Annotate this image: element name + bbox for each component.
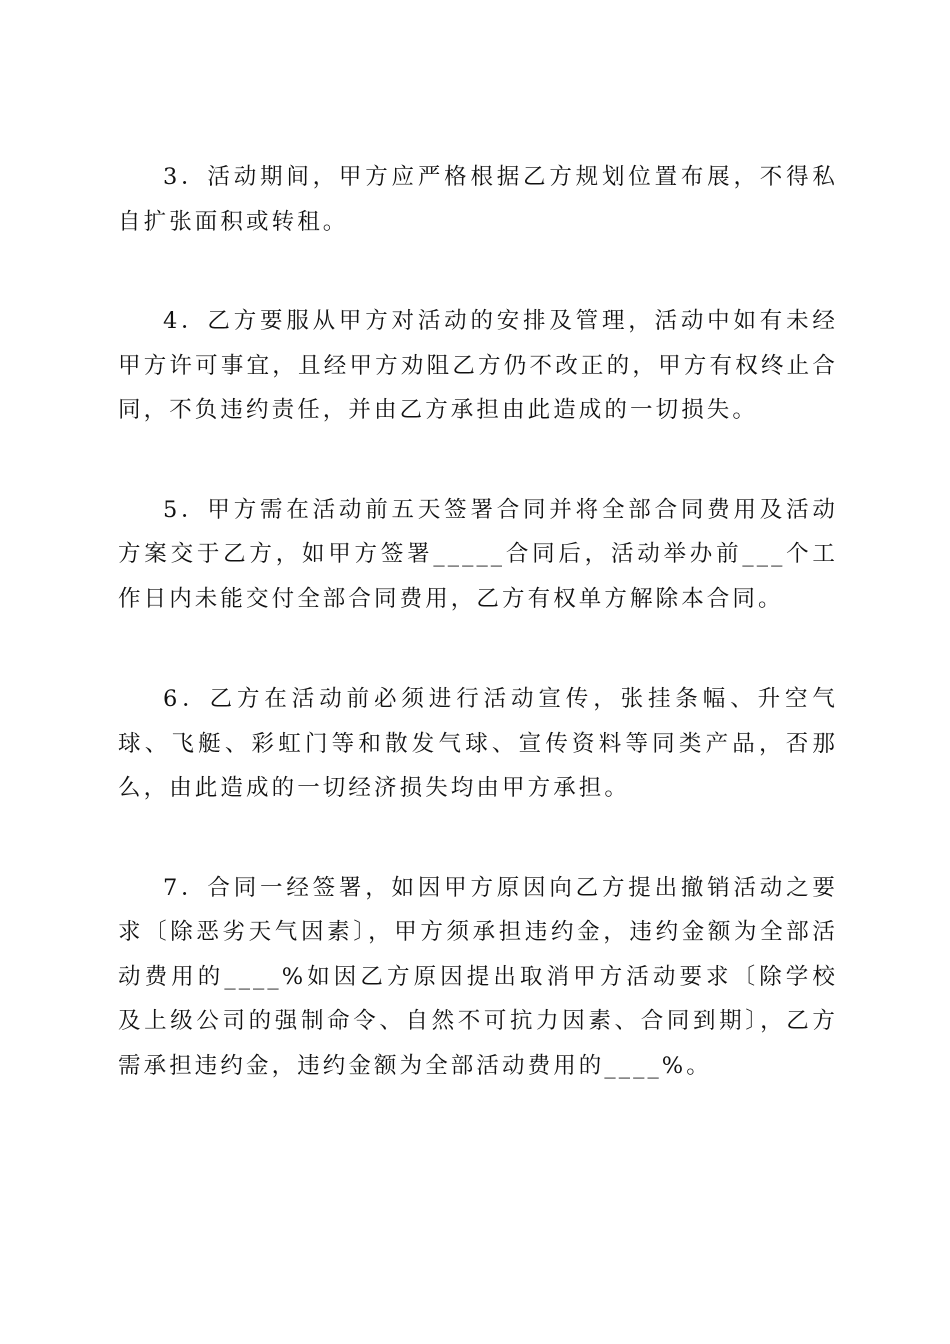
clause-4-paragraph: 4．乙方要服从甲方对活动的安排及管理，活动中如有未经甲方许可事宜，且经甲方劝阻乙方仍不改正的，甲方有权终止合同，不负违约责任，并由乙方承担由此造成的一切损失。 (118, 308, 838, 423)
clause-6-paragraph: 6．乙方在活动前必须进行活动宣传，张挂条幅、升空气球、飞艇、彩虹门等和散发气球、宣传资料等同类产品，否那么，由此造成的一切经济损失均由甲方承担。 (118, 686, 838, 801)
clause-5-paragraph: 5．甲方需在活动前五天签署合同并将全部合同费用及活动方案交于乙方，如甲方签署_____合同后，活动举办前___个工作日内未能交付全部合同费用，乙方有权单方解除本合同。 (118, 496, 838, 612)
clause-3-paragraph: 3．活动期间，甲方应严格根据乙方规划位置布展，不得私自扩张面积或转租。 (118, 164, 838, 235)
document-body (118, 155, 838, 1088)
clause-7-paragraph: 7．合同一经签署，如因甲方原因向乙方提出撤销活动之要求〔除恶劣天气因素〕，甲方须承担违约金，违约金额为全部活动费用的____%如因乙方原因提出取消甲方活动要求〔除学校及上级公司的强制命令、自然不可抗力因素、合同到期〕，乙方需承担违约金，违约金额为全部活动费用的____%。 (118, 874, 838, 1079)
